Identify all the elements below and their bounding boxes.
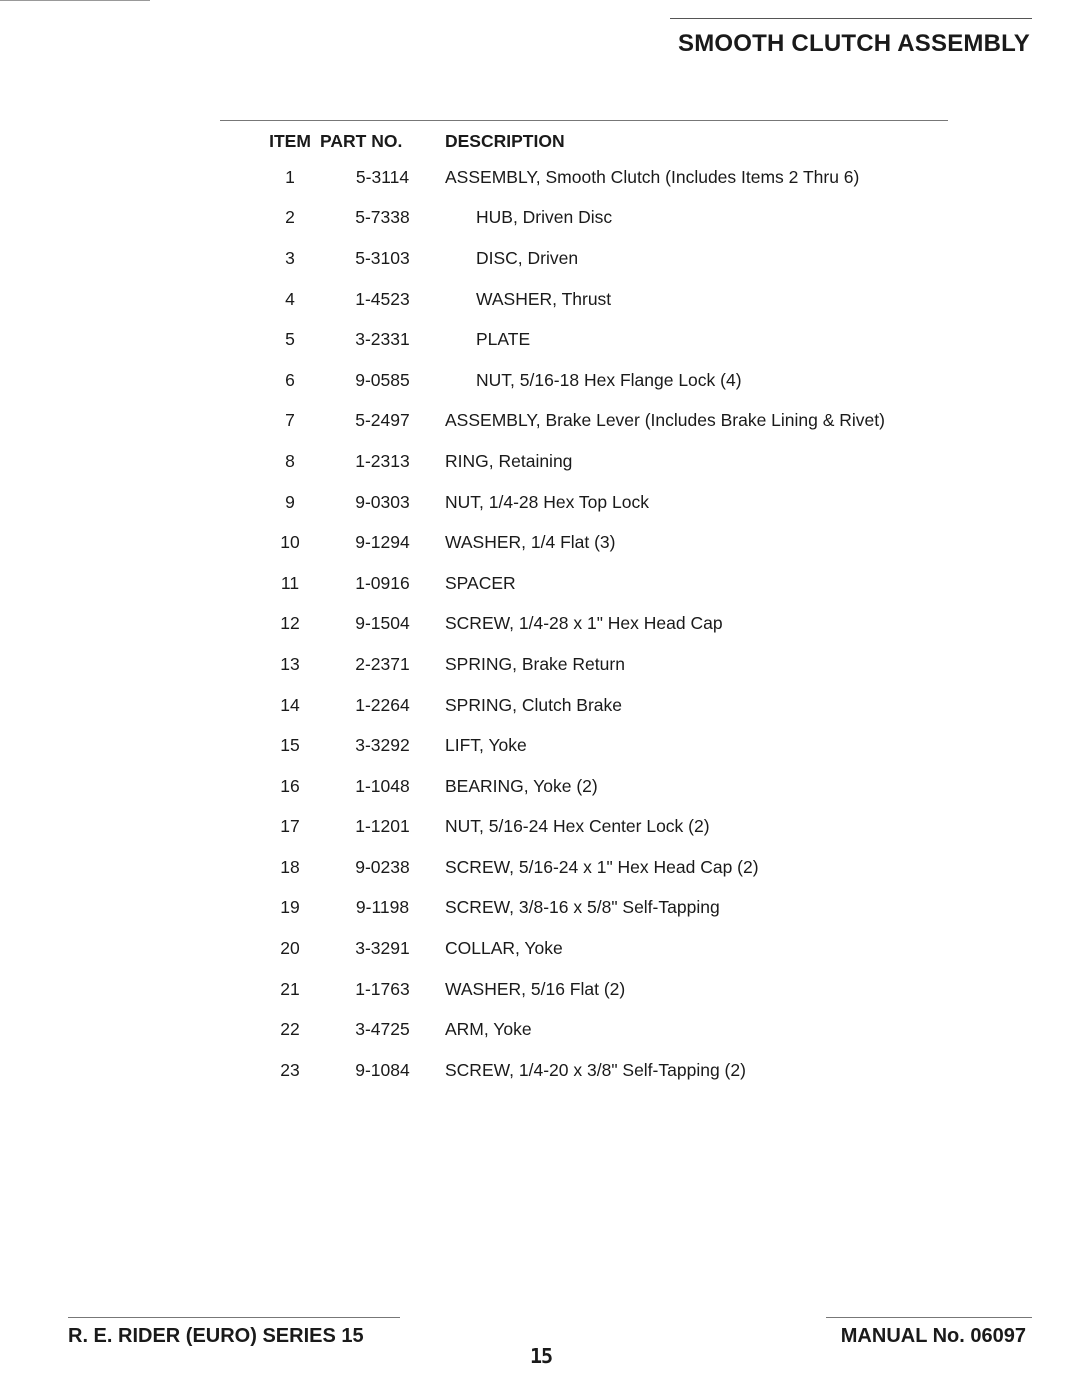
table-row <box>260 157 996 198</box>
part-number: 2-2371 <box>355 653 410 674</box>
part-description: ASSEMBLY, Brake Lever (Includes Brake Lining & Rivet) <box>445 410 885 431</box>
part-number: 1-0916 <box>355 572 410 593</box>
item-number: 2 <box>285 207 295 228</box>
table-row <box>260 644 996 685</box>
table-row <box>260 888 996 929</box>
footer-right-rule <box>826 1317 1032 1318</box>
table-row <box>260 847 996 888</box>
table-row <box>260 360 996 401</box>
part-number: 5-2497 <box>355 410 410 431</box>
part-description: SCREW, 5/16-24 x 1" Hex Head Cap (2) <box>445 856 759 877</box>
part-description: BEARING, Yoke (2) <box>445 775 598 796</box>
part-description: ASSEMBLY, Smooth Clutch (Includes Items 2 Thru 6) <box>445 166 860 187</box>
item-number: 23 <box>280 1059 300 1080</box>
table-row <box>260 401 996 442</box>
part-description: NUT, 1/4-28 Hex Top Lock <box>445 491 649 512</box>
top-corner-rule <box>0 0 150 1</box>
part-description: WASHER, 1/4 Flat (3) <box>445 532 616 553</box>
item-number: 16 <box>280 775 300 796</box>
part-number: 3-3292 <box>355 735 410 756</box>
parts-table <box>260 125 996 1091</box>
item-number: 3 <box>285 247 295 268</box>
table-row <box>260 279 996 320</box>
item-number: 4 <box>285 288 295 309</box>
part-number: 9-0585 <box>355 369 410 390</box>
part-number: 3-3291 <box>355 938 410 959</box>
table-row <box>260 725 996 766</box>
part-description: SPACER <box>445 572 516 593</box>
table-row <box>260 482 996 523</box>
part-description: WASHER, Thrust <box>476 288 612 309</box>
part-number: 1-2264 <box>355 694 410 715</box>
part-number: 1-1048 <box>355 775 410 796</box>
table-row <box>260 563 996 604</box>
column-header-item: ITEM <box>269 130 311 151</box>
part-description: SPRING, Clutch Brake <box>445 694 622 715</box>
item-number: 17 <box>280 816 300 837</box>
part-description: DISC, Driven <box>476 247 579 268</box>
column-header-part-no: PART NO. <box>320 130 403 151</box>
part-number: 1-1763 <box>355 978 410 999</box>
table-row <box>260 969 996 1010</box>
table-row <box>260 928 996 969</box>
item-number: 12 <box>280 613 300 634</box>
part-description: SCREW, 1/4-28 x 1" Hex Head Cap <box>445 613 723 634</box>
part-description: RING, Retaining <box>445 450 573 471</box>
table-row <box>260 198 996 239</box>
table-header-row <box>260 125 996 157</box>
part-description: PLATE <box>476 329 531 350</box>
page-title: SMOOTH CLUTCH ASSEMBLY <box>678 30 1030 57</box>
part-description: SCREW, 1/4-20 x 3/8" Self-Tapping (2) <box>445 1059 746 1080</box>
item-number: 21 <box>280 978 300 999</box>
title-rule <box>670 18 1032 19</box>
page-number: 15 <box>530 1344 553 1368</box>
table-row <box>260 807 996 848</box>
part-number: 1-2313 <box>355 450 410 471</box>
part-number: 1-1201 <box>355 816 410 837</box>
footer-series-title: R. E. RIDER (EURO) SERIES 15 <box>68 1325 364 1347</box>
part-number: 9-0303 <box>355 491 410 512</box>
item-number: 18 <box>280 856 300 877</box>
item-number: 20 <box>280 938 300 959</box>
part-description: SPRING, Brake Return <box>445 653 625 674</box>
part-number: 9-1504 <box>355 613 410 634</box>
part-description: COLLAR, Yoke <box>445 938 563 959</box>
table-top-rule <box>220 120 948 121</box>
table-row <box>260 441 996 482</box>
part-number: 1-4523 <box>355 288 410 309</box>
item-number: 15 <box>280 735 300 756</box>
item-number: 22 <box>280 1019 300 1040</box>
item-number: 5 <box>285 329 295 350</box>
table-row <box>260 1009 996 1050</box>
item-number: 6 <box>285 369 295 390</box>
item-number: 10 <box>280 532 300 553</box>
parts-table-body <box>260 157 996 1091</box>
item-number: 11 <box>280 572 300 593</box>
table-row <box>260 522 996 563</box>
footer-manual-number: MANUAL No. 06097 <box>840 1325 1026 1347</box>
item-number: 13 <box>280 653 300 674</box>
part-description: SCREW, 3/8-16 x 5/8" Self-Tapping <box>445 897 720 918</box>
table-row <box>260 604 996 645</box>
table-row <box>260 319 996 360</box>
item-number: 7 <box>285 410 295 431</box>
part-number: 9-1198 <box>355 897 410 918</box>
item-number: 8 <box>285 450 295 471</box>
part-description: NUT, 5/16-24 Hex Center Lock (2) <box>445 816 710 837</box>
table-row <box>260 238 996 279</box>
item-number: 19 <box>280 897 300 918</box>
table-row <box>260 1050 996 1091</box>
column-header-description: DESCRIPTION <box>445 130 565 151</box>
part-number: 5-3114 <box>355 166 410 187</box>
item-number: 14 <box>280 694 300 715</box>
item-number: 9 <box>285 491 295 512</box>
item-number: 1 <box>285 166 295 187</box>
part-description: LIFT, Yoke <box>445 735 527 756</box>
part-number: 9-0238 <box>355 856 410 877</box>
part-number: 9-1294 <box>355 532 410 553</box>
part-description: WASHER, 5/16 Flat (2) <box>445 978 626 999</box>
part-number: 3-2331 <box>355 329 410 350</box>
part-number: 9-1084 <box>355 1059 410 1080</box>
table-row <box>260 766 996 807</box>
footer-left-rule <box>68 1317 400 1318</box>
part-number: 5-3103 <box>355 247 410 268</box>
part-description: HUB, Driven Disc <box>476 207 613 228</box>
part-description: NUT, 5/16-18 Hex Flange Lock (4) <box>476 369 742 390</box>
table-row <box>260 685 996 726</box>
part-number: 5-7338 <box>355 207 410 228</box>
part-number: 3-4725 <box>355 1019 410 1040</box>
part-description: ARM, Yoke <box>445 1019 532 1040</box>
